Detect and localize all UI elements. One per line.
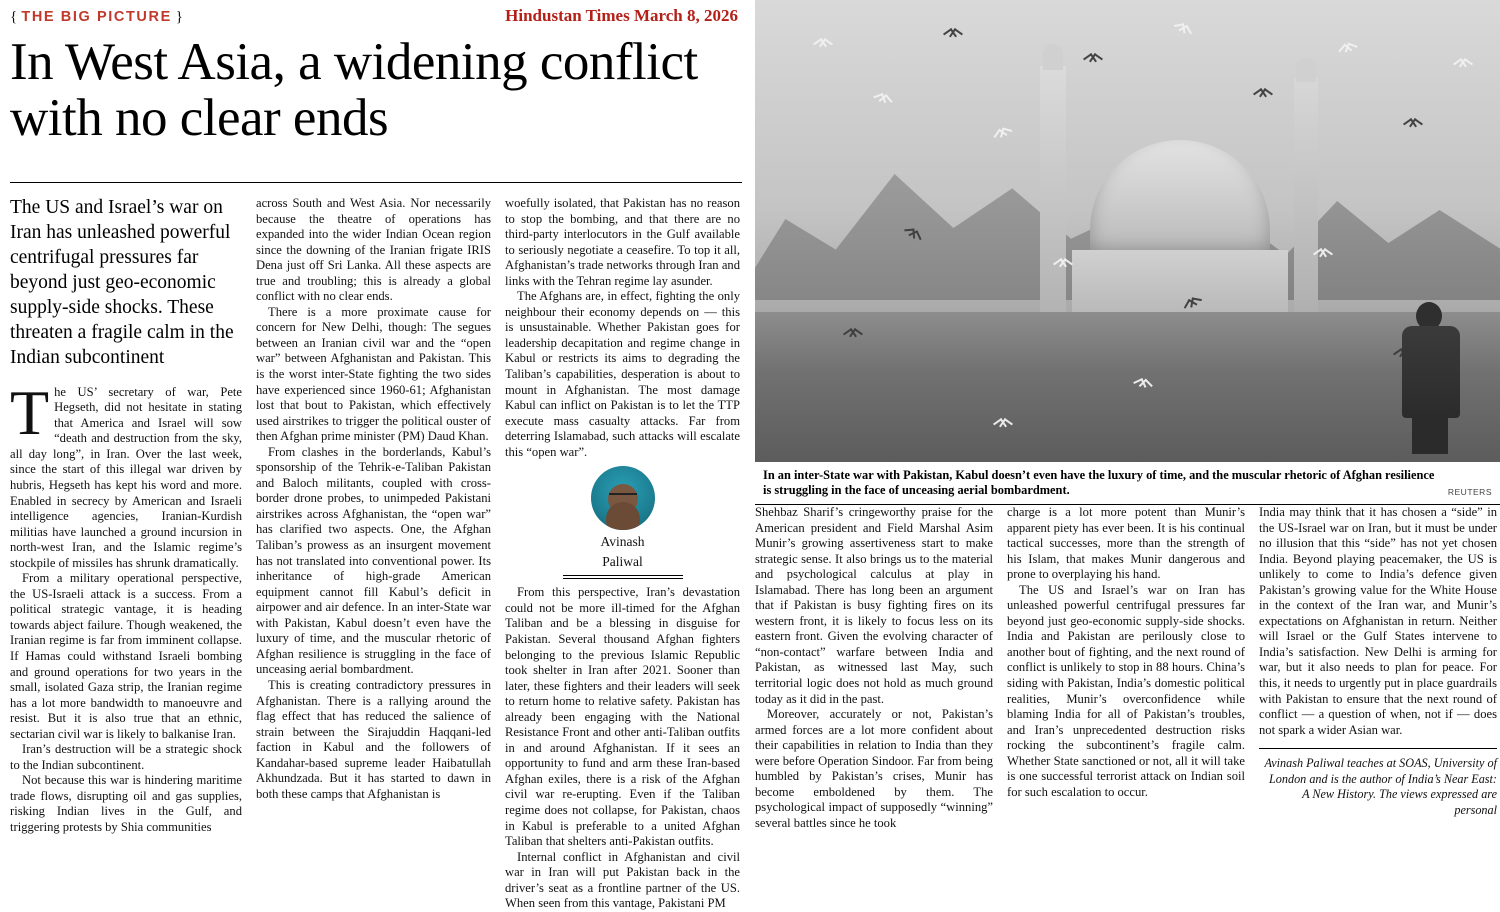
- bird-icon: [845, 330, 859, 338]
- headline-divider: [10, 182, 742, 183]
- header-row: [10, 6, 742, 26]
- bio-text: Avinash Paliwal teaches at SOAS, University of London and is the author of India’s Near East: A New History. The views expressed are personal: [1264, 756, 1497, 818]
- author-name-line2: Paliwal: [602, 553, 643, 569]
- paragraph: Moreover, accurately or not, Pakistan’s armed forces are a lot more confident about their capabilities in relation to India than they were before Operation Sindoor. Far from being humbled by Pakistan’s crises, Munir has become emboldened by them. The psychological impact of supposedly “winning” several battles since he took: [755, 707, 993, 830]
- mosque-dome: [1090, 140, 1270, 260]
- masthead-date: Hindustan Times March 8, 2026: [505, 6, 738, 25]
- paragraph: From a military operational perspective, the US-Israeli attack is a success. From a political strategic vantage, it is heading towards abject failure. Though weakened, the Iranian regime is far from imminent collapse. If Hamas could withstand Israeli bombing and ground operations for two years in the small, isolated Gaza strip, the Iranian regime has a lot more bandwidth to manoeuvre and resist. But it is also true that an ethnic, sectarian civil war is likely to balkanise Iran.: [10, 571, 242, 741]
- photo-ground: [755, 312, 1500, 462]
- lower-columns: [755, 505, 1500, 830]
- photo-credit: REUTERS: [1447, 487, 1492, 498]
- page-title: In West Asia, a widening conflict with no clear ends: [10, 33, 698, 148]
- bird-icon: [1405, 120, 1419, 128]
- person-legs: [1412, 414, 1448, 454]
- bio-divider: [1259, 748, 1497, 749]
- kicker: [10, 9, 183, 26]
- bird-icon: [995, 420, 1009, 428]
- paragraph: across South and West Asia. Nor necessarily because the theatre of operations has expanded into the wider Indian Ocean region since the downing of the Iranian frigate IRIS Dena just off Sri Lanka. All these aspects are true and troubling; this is already a global conflict with no clear ends.: [256, 196, 491, 304]
- drop-cap: T: [10, 376, 50, 448]
- column-6: [1259, 505, 1497, 818]
- photo-caption-bar: [755, 462, 1500, 505]
- bird-icon: [1055, 260, 1069, 268]
- paragraph: There is a more proximate cause for concern for New Delhi, though: The segues between an Iranian civil war and the “open war” between Afghanistan and Pakistan. This is the worst inter-State fighting the two sides have experienced since 1960-61; Afghanistan lost that bout to Pakistan, which effectively used airstrikes to trigger the political ouster of then Afghan prime minister (PM) Daud Khan.: [256, 304, 491, 444]
- paragraph: Not because this war is hindering maritime trade flows, disrupting oil and gas supplies, risking Indian lives in the Gulf, and triggering protests by Shia communities: [10, 773, 242, 834]
- column-3: [505, 196, 740, 911]
- kicker-close-brace: }: [175, 9, 184, 25]
- kicker-label: THE BIG PICTURE: [21, 9, 172, 25]
- paragraph: The Afghans are, in effect, fighting the only neighbour their economy depends on — this is unsustainable. Whether Pakistan goes for leadership decapitation and regime change in Kabul or restricts its aims to degrading the Taliban’s capabilities, desperation is about to mount in Afghanistan. The most damage Kabul can inflict on Pakistan is to let the TTP execute mass casualty attacks. Far from deterring Islamabad, such attacks will escalate this “open war”.: [505, 289, 740, 459]
- bird-icon: [1315, 250, 1329, 258]
- paragraph: Internal conflict in Afghanistan and civil war in Iran will put Pakistan back in the driver’s seat as a frontline partner of the US. When seen from this vantage, Pakistani PM: [505, 849, 740, 911]
- author-name-line1: Avinash: [600, 534, 645, 550]
- column-5: [1007, 505, 1245, 805]
- paragraph: India may think that it has chosen a “side” in the US-Israel war on Iran, but it must be under no illusion that this “side” has not yet chosen India. Beyond playing peacemaker, the US is unlikely to come to India’s defence given Pakistan’s growing value for the White House in the context of the Iran war, and Munir’s expectations on Afghanistan in return. Neither will Israel or the Gulf States intervene to India’s satisfaction. New Delhi is arming for war, but it also needs to plan for peace. For this, it needs to urgently put in place guardrails with Pakistan to ensure that the next round of conflict — a question of when, not if — does not spark a wider Asian war.: [1259, 505, 1497, 737]
- bird-icon: [1455, 60, 1469, 68]
- author-divider: [563, 575, 683, 579]
- paragraph: Shehbaz Sharif’s cringeworthy praise for the American president and Field Marshal Asim Munir’s growing assertiveness start to make strategic sense. It also brings us to the material and psychological calculus at play in Islamabad. There has long been an argument that if Pakistan is busy fighting fires on its western front, it is likely to focus less on its eastern front. Given the evolving character of “non-contact” warfare between India and Pakistan, as witnessed last May, such territorial logic does not hold as much ground today as it did in the past.: [755, 505, 993, 706]
- article-columns: [10, 196, 748, 911]
- avatar: [591, 466, 655, 530]
- bird-icon: [1255, 90, 1269, 98]
- photo-caption: In an inter-State war with Pakistan, Kabul doesn’t even have the luxury of time, and the muscular rhetoric of Afghan resilience is struggling in the face of unceasing aerial bombardment.: [763, 468, 1435, 498]
- column-1: [10, 196, 242, 834]
- paragraph: charge is a lot more potent than Munir’s apparent piety has ever been. It is his continual tactical successes, more than the strength of his Islam, that makes Munir dangerous and prone to overplaying his hand.: [1007, 505, 1245, 582]
- paragraph: woefully isolated, that Pakistan has no reason to stop the bombing, and that there are no third-party interlocutors in the Gulf available to seriously negotiate a ceasefire. To top it all, Afghanistan’s trade networks through Iran and links with the Tehran regime lay asunder.: [505, 196, 740, 288]
- bird-icon: [1085, 55, 1099, 63]
- paragraph: From clashes in the borderlands, Kabul’s sponsorship of the Tehrik-e-Taliban Pakistan and Baloch militants, coupled with cross-border drone probes, to unimpeded Pakistani airstrikes across Afghanistan, the “open war” has clarified two aspects. One, the Afghan Taliban’s prowess as an insurgent movement has not translated into conventional power. Its inheritance of high-grade American equipment cannot fill Kabul’s deficit in airpower and air defence. In an inter-State war with Pakistan, Kabul doesn’t even have the luxury of time, and the muscular rhetoric of Afghan resilience is struggling in the face of unceasing aerial bombardment.: [256, 444, 491, 677]
- bird-icon: [815, 40, 829, 48]
- person-coat: [1402, 326, 1460, 418]
- bird-icon: [945, 30, 959, 38]
- kicker-open-brace: {: [10, 9, 18, 25]
- glasses-icon: [609, 493, 637, 501]
- paragraph: Iran’s destruction will be a strategic shock to the Indian subcontinent.: [10, 742, 242, 772]
- paragraph: The US and Israel’s war on Iran has unleashed powerful centrifugal pressures far beyond just geo-economic supply-side shocks. India and Pakistan are perilously close to another bout of fighting, and the next round of conflict is unlikely to stop in 88 hours. China’s siding with Pakistan, India’s domestic political realities, Munir’s overconfidence while blaming India for all of Pakistan’s troubles, and Iran’s unprecedented destruction risks rocking the subcontinent’s fragile calm. Whether State sanctioned or not, all it will take is one successful terrorist attack on Indian soil for such escalation to occur.: [1007, 582, 1245, 799]
- photo-person: [1398, 302, 1464, 452]
- author-block: [563, 466, 683, 579]
- lead-photo: [755, 0, 1500, 462]
- paragraph: This is creating contradictory pressures in Afghanistan. There is a rallying around the flag effect that has reduced the salience of strain between the Sirajuddin Haqqani-led faction in Kabul and the followers of Kandahar-based supreme leader Haibatullah Akhundzada. But it has started to dawn in both these camps that Afghanistan is: [256, 677, 491, 801]
- paragraph-text: he US’ secretary of war, Pete Hegseth, did not hesitate in stating that America and Israel will sow “death and destruction from the sky, all day long”, in Iran. Over the last week, since the start of this illegal war driven by hubris, Hegseth has kept his word and more. Enabled in secrecy by American and Israeli intelligence agencies, Iranian-Kurdish militias have launched a ground incursion in north-west Iran, and the Islamic regime’s stockpile of missiles has shrunk dramatically.: [10, 384, 242, 570]
- author-bio: [1259, 748, 1497, 818]
- column-4: [755, 505, 993, 830]
- bird-icon: [1134, 379, 1149, 389]
- bird-icon: [874, 93, 890, 104]
- avatar-body: [606, 502, 640, 530]
- column-2: [256, 196, 491, 801]
- paragraph: From this perspective, Iran’s devastation could not be more ill-timed for the Afghan Taliban and be a blessing in disguise for Pakistan. Several thousand Afghan fighters belonging to the previous Islamic Republic took shelter in Iran after 2021. Sooner than later, these fighters and their leaders will seek to return home to relative safety. Pakistan has already been engaging with the National Resistance Front and other anti-Taliban outfits in and around Afghanistan. If it sees an opportunity to fund and arm these Iran-based Afghan exiles, there is a risk of the Afghan civil war re-erupting. Even if the Taliban regime does not collapse, for Pakistan, chaos in Kabul is preferable to a united Afghan Taliban that shelters anti-Pakistan outfits.: [505, 585, 740, 849]
- standfirst: The US and Israel’s war on Iran has unleashed powerful centrifugal pressures far beyond just geo-economic supply-side shocks. These threaten a fragile calm in the Indian subcontinent: [10, 197, 234, 368]
- lead-paragraph: [10, 376, 242, 572]
